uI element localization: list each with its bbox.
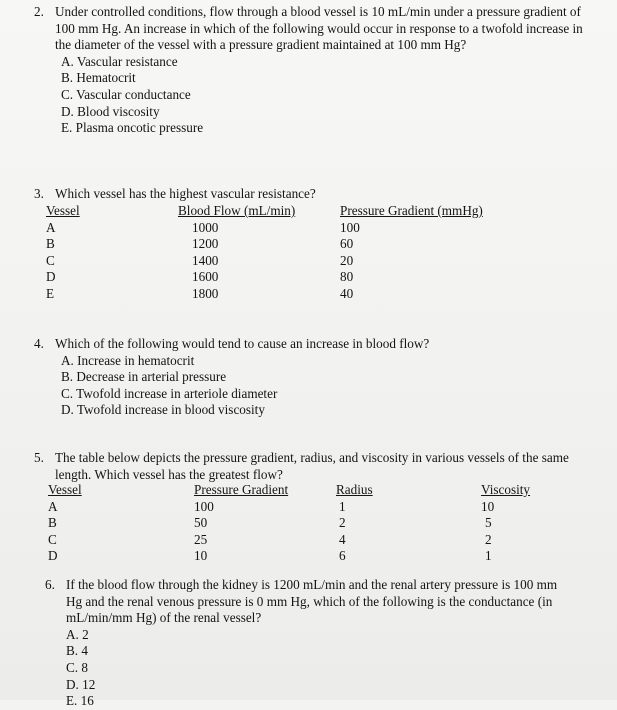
table-cell: 1 (339, 498, 346, 514)
pressure-gradient-column (340, 203, 483, 303)
question-3 (34, 186, 594, 203)
question-stem: Which vessel has the highest vascular resistance? (55, 186, 316, 201)
table-cell: 100 (194, 498, 214, 514)
table-cell: 25 (194, 531, 208, 547)
answer-options (61, 353, 594, 419)
table-cell: 10 (194, 548, 208, 564)
table-cell: E (46, 285, 55, 301)
table-cell: 60 (340, 236, 354, 252)
table-cell: A (48, 498, 58, 514)
question-4 (34, 336, 594, 419)
question-number: 6. (45, 577, 55, 592)
table-cell: 1000 (192, 219, 219, 235)
option-e: E. Plasma oncotic pressure (61, 120, 204, 136)
option-e: E. 16 (66, 693, 94, 709)
column-header: Pressure Gradient (mmHg) (340, 203, 483, 218)
table-cell: 1200 (192, 236, 219, 252)
table-cell: 2 (485, 531, 492, 547)
option-c: C. Vascular conductance (61, 86, 191, 102)
option-d: D. Blood viscosity (61, 103, 160, 119)
question-number: 2. (34, 4, 44, 19)
table-cell: 20 (340, 252, 354, 268)
question-stem: The table below depicts the pressure gradient, radius, and viscosity in various vessels of the same length. Which vessel has the greatest flow? (55, 450, 569, 482)
option-b: B. 4 (66, 643, 88, 659)
column-header: Pressure Gradient (194, 482, 289, 497)
table-cell: 1600 (192, 269, 219, 285)
table-cell: 80 (340, 269, 354, 285)
question-stem: If the blood flow through the kidney is 1200 mL/min and the renal artery pressure is 100 mm Hg and the renal venous pressure is 0 mm Hg, which of the following is the conductance (in mL/min/mm Hg) of the renal vessel? (66, 577, 558, 626)
option-a: A. Vascular resistance (61, 53, 178, 69)
table-cell: B (46, 236, 55, 252)
table-cell: 2 (339, 515, 346, 531)
column-header: Vessel (46, 203, 80, 218)
table-cell: 10 (481, 498, 495, 514)
answer-options (61, 54, 594, 137)
question-number: 3. (34, 186, 44, 201)
column-header: Viscosity (481, 482, 531, 497)
pressure-gradient-column (194, 482, 288, 565)
column-header: Vessel (48, 482, 82, 497)
table-cell: A (46, 219, 56, 235)
table-cell: 4 (339, 531, 346, 547)
question-number: 4. (34, 336, 44, 351)
radius-column (336, 482, 373, 565)
question-stem: Which of the following would tend to cause an increase in blood flow? (55, 336, 430, 351)
vessel-column (46, 203, 80, 303)
option-a: A. 2 (66, 626, 89, 642)
blood-flow-column (178, 203, 295, 303)
option-b: B. Decrease in arterial pressure (61, 369, 227, 385)
table-cell: 1800 (192, 285, 219, 301)
question-6 (45, 577, 560, 710)
question-2 (34, 4, 594, 137)
option-c: C. Twofold increase in arteriole diameter (61, 385, 278, 401)
option-b: B. Hematocrit (61, 70, 136, 86)
table-cell: C (46, 252, 55, 268)
column-header: Blood Flow (mL/min) (178, 203, 296, 218)
option-d: D. 12 (66, 676, 96, 692)
answer-options (66, 627, 560, 710)
table-cell: 1400 (192, 252, 219, 268)
table-cell: D (46, 269, 56, 285)
question-number: 5. (34, 450, 44, 465)
viscosity-column (481, 482, 530, 565)
option-c: C. 8 (66, 659, 88, 675)
table-cell: 40 (340, 285, 354, 301)
table-cell: 100 (340, 219, 360, 235)
question-5 (34, 450, 594, 483)
option-d: D. Twofold increase in blood viscosity (61, 402, 265, 418)
table-cell: 1 (485, 548, 492, 564)
table-cell: 5 (485, 515, 492, 531)
question-stem: Under controlled conditions, flow through a blood vessel is 10 mL/min under a pressure gradient of 100 mm Hg. An increase in which of the following would occur in response to a twofold increase in the diameter of the vessel with a pressure gradient maintained at 100 mm Hg? (55, 4, 583, 53)
vessel-column (48, 482, 82, 565)
table-cell: B (48, 515, 57, 531)
table-cell: 6 (339, 548, 346, 564)
table-cell: D (48, 548, 58, 564)
table-cell: C (48, 531, 57, 547)
column-header: Radius (336, 482, 373, 497)
table-cell: 50 (194, 515, 208, 531)
option-a: A. Increase in hematocrit (61, 352, 195, 368)
